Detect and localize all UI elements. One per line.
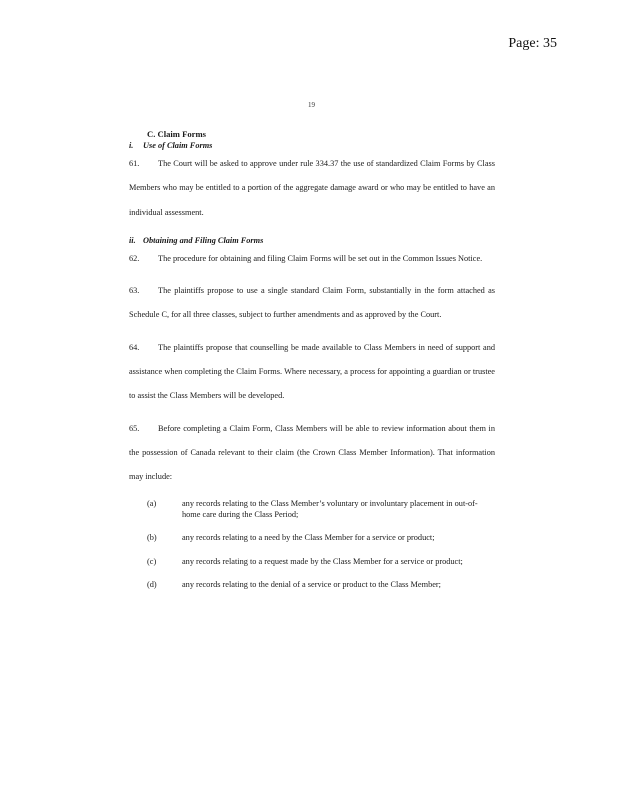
paragraph [129, 247, 495, 271]
list-item-text: any records relating to a need by the Class Member for a service or product; [182, 533, 435, 543]
list-item-text: any records relating to the denial of a service or product to the Class Member; [182, 580, 441, 590]
list-item-text: any records relating to a request made by the Class Member for a service or product; [182, 556, 463, 566]
subsection-number: i. [129, 141, 134, 150]
list-item-letter: (d) [147, 580, 157, 590]
section-title: C. Claim Forms [147, 129, 206, 139]
paragraph-number: 61. [129, 159, 140, 168]
paragraph [129, 417, 495, 490]
list-item-letter: (c) [147, 556, 157, 566]
subsection-title-text: Obtaining and Filing Claim Forms [143, 235, 264, 245]
subsection-title [129, 140, 495, 152]
list-item-letter: (b) [147, 533, 157, 543]
paragraph [129, 279, 495, 328]
paragraph-text: Before completing a Claim Form, Class Members will be able to review information about them in the possession of Canada relevant to their claim (the Crown Class Member Information). That information may include: [129, 423, 495, 482]
paragraph-number: 65. [129, 423, 140, 433]
document-page-number: 19 [308, 101, 315, 109]
paragraph-number: 62. [129, 253, 140, 263]
document-body [129, 128, 495, 603]
list-item-letter: (a) [147, 498, 157, 508]
list-item-text: any records relating to the Class Member’s voluntary or involuntary placement in out-of-home care during the Class Period; [182, 498, 478, 519]
paragraph-number: 63. [129, 286, 140, 296]
information-list [129, 498, 495, 591]
page-label: Page: 35 [508, 36, 557, 51]
paragraph-text: The Court will be asked to approve under rule 334.37 the use of standardized Claim Forms by Class Members who may be entitled to a portion of the aggregate damage award or who may be entitled to have an individual assessment. [129, 159, 495, 217]
subsection-title-text: Use of Claim Forms [143, 141, 213, 150]
subsection-title [129, 235, 495, 247]
paragraph-text: The plaintiffs propose that counselling be made available to Class Members in need of support and assistance when completing the Claim Forms. Where necessary, a process for appointing a guardian or trustee to assist the Class Members will be developed. [129, 342, 495, 401]
list-item [147, 556, 495, 567]
paragraph [129, 152, 495, 225]
list-item [147, 498, 495, 520]
list-item [147, 579, 495, 590]
subsection-number: ii. [129, 235, 136, 245]
paragraph-number: 64. [129, 342, 140, 352]
paragraph [129, 336, 495, 409]
paragraph-text: The plaintiffs propose to use a single standard Claim Form, substantially in the form attached as Schedule C, for all three classes, subject to further amendments and as approved by the Court. [129, 286, 495, 320]
paragraph-text: The procedure for obtaining and filing Claim Forms will be set out in the Common Issues Notice. [158, 253, 483, 263]
list-item [147, 532, 495, 543]
